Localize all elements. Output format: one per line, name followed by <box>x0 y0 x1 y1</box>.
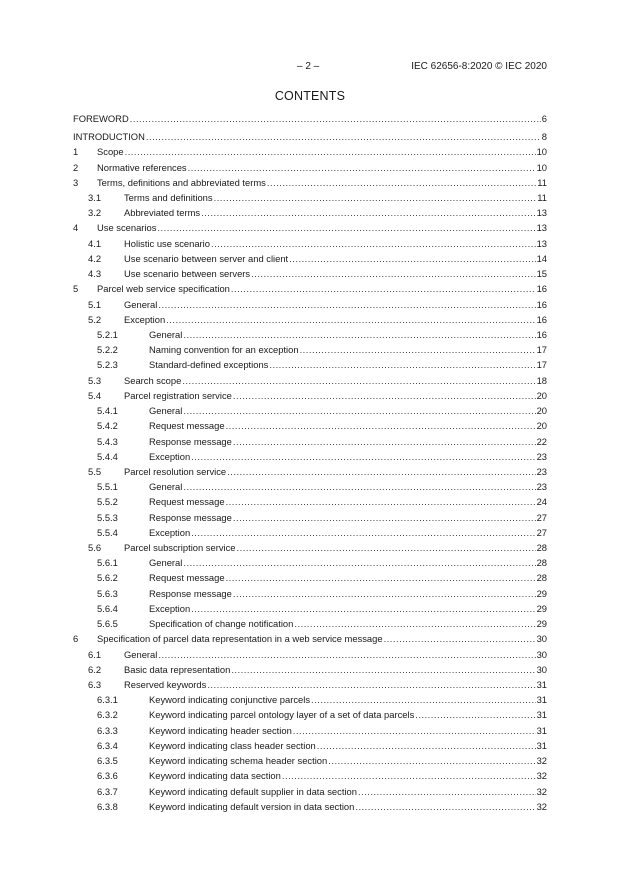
toc-entry-title: Normative references <box>97 161 187 173</box>
toc-entry-title: Search scope <box>124 374 182 386</box>
toc-entry-title: Parcel subscription service <box>124 542 236 554</box>
toc-entry[interactable] <box>73 221 547 236</box>
toc-entry[interactable] <box>73 616 547 631</box>
toc-entry-number: 6.3.6 <box>97 770 118 782</box>
toc-entry[interactable] <box>73 251 547 266</box>
toc-entry-page: 29 <box>536 602 547 614</box>
toc-entry[interactable] <box>73 205 547 220</box>
toc-entry-number: 4.2 <box>88 252 102 264</box>
toc-entry-page: 31 <box>536 724 547 736</box>
toc-dot-leader <box>355 802 535 811</box>
toc-entry-title: Exception <box>149 526 191 538</box>
toc-entry-number: 5.5.1 <box>97 481 118 493</box>
toc-entry[interactable] <box>73 753 547 768</box>
toc-entry[interactable] <box>73 434 547 449</box>
toc-entry-number: 6 <box>73 633 79 645</box>
toc-entry-title: General <box>149 328 183 340</box>
toc-entry-page: 31 <box>536 739 547 751</box>
toc-dot-leader <box>415 710 535 719</box>
toc-entry-page: 15 <box>536 268 547 280</box>
toc-entry-number: 3.2 <box>88 207 102 219</box>
toc-entry-page: 23 <box>536 481 547 493</box>
page-header <box>0 61 620 75</box>
toc-dot-leader <box>251 269 535 278</box>
toc-dot-leader <box>125 147 536 156</box>
toc-dot-leader <box>146 132 541 141</box>
toc-dot-leader <box>166 315 535 324</box>
toc-entry-page: 24 <box>536 496 547 508</box>
toc-entry-title: Standard-defined exceptions <box>149 359 269 371</box>
toc-entry-page: 10 <box>536 146 547 158</box>
toc-entry-number: 1 <box>73 146 79 158</box>
toc-entry-number: 5.6.5 <box>97 618 118 630</box>
toc-entry[interactable] <box>73 418 547 433</box>
toc-entry[interactable] <box>73 144 547 159</box>
toc-entry-number: 6.3.5 <box>97 755 118 767</box>
toc-entry[interactable] <box>73 677 547 692</box>
toc-dot-leader <box>226 421 536 430</box>
toc-entry-page: 17 <box>536 344 547 356</box>
toc-dot-leader <box>384 634 536 643</box>
toc-entry-title: Use scenarios <box>97 222 157 234</box>
toc-entry[interactable] <box>73 388 547 403</box>
toc-entry-title: Exception <box>124 313 166 325</box>
toc-entry-page: 30 <box>536 633 547 645</box>
toc-entry-number: 5.2.2 <box>97 344 118 356</box>
toc-entry-page: 29 <box>536 618 547 630</box>
toc-entry-number: 6.3.8 <box>97 800 118 812</box>
toc-entry-number: 5.3 <box>88 374 102 386</box>
toc-entry-page: 13 <box>536 207 547 219</box>
toc-dot-leader <box>233 437 536 446</box>
toc-entry-page: 23 <box>536 450 547 462</box>
toc-entry[interactable] <box>73 692 547 707</box>
toc-entry-title: INTRODUCTION <box>73 131 145 143</box>
toc-entry[interactable] <box>73 312 547 327</box>
toc-entry-title: Keyword indicating header section <box>149 724 292 736</box>
toc-entry-title: Request message <box>149 496 225 508</box>
toc-entry-number: 5.5 <box>88 465 102 477</box>
toc-entry[interactable] <box>73 373 547 388</box>
toc-entry-page: 14 <box>536 252 547 264</box>
toc-entry-title: Basic data representation <box>124 663 231 675</box>
toc-entry[interactable] <box>73 479 547 494</box>
toc-entry-number: 5.2 <box>88 313 102 325</box>
toc-entry-title: Specification of parcel data representation in a web service message <box>97 633 383 645</box>
toc-entry-number: 5.4.4 <box>97 450 118 462</box>
toc-dot-leader <box>226 573 536 582</box>
toc-entry-number: 5.4.3 <box>97 435 118 447</box>
toc-dot-leader <box>289 254 535 263</box>
toc-entry-number: 5.5.4 <box>97 526 118 538</box>
toc-entry[interactable] <box>73 662 547 677</box>
toc-entry[interactable] <box>73 190 547 205</box>
toc-entry-title: General <box>124 298 158 310</box>
toc-entry[interactable] <box>73 784 547 799</box>
toc-dot-leader <box>233 589 536 598</box>
toc-entry[interactable] <box>73 738 547 753</box>
toc-dot-leader <box>267 178 536 187</box>
toc-entry-title: Exception <box>149 450 191 462</box>
toc-entry-title: Response message <box>149 587 232 599</box>
toc-entry-title: Holistic use scenario <box>124 237 210 249</box>
toc-dot-leader <box>201 208 535 217</box>
toc-entry[interactable] <box>73 111 547 126</box>
toc-entry[interactable] <box>73 601 547 616</box>
toc-entry-number: 4 <box>73 222 79 234</box>
toc-entry-number: 5.4 <box>88 389 102 401</box>
toc-entry-number: 5.5.2 <box>97 496 118 508</box>
toc-entry[interactable] <box>73 129 547 144</box>
toc-dot-leader <box>237 543 536 552</box>
toc-entry-number: 5.6.4 <box>97 602 118 614</box>
toc-entry-number: 6.3.4 <box>97 739 118 751</box>
toc-entry[interactable] <box>73 342 547 357</box>
toc-dot-leader <box>183 406 535 415</box>
toc-entry-title: Parcel registration service <box>124 389 232 401</box>
toc-entry-title: General <box>149 557 183 569</box>
toc-entry-number: 5.2.1 <box>97 328 118 340</box>
toc-entry[interactable] <box>73 281 547 296</box>
toc-entry-page: 16 <box>536 283 547 295</box>
toc-entry-page: 31 <box>536 709 547 721</box>
toc-entry-number: 5.4.1 <box>97 405 118 417</box>
toc-entry-page: 18 <box>536 374 547 386</box>
toc-entry[interactable] <box>73 266 547 281</box>
standard-reference: IEC 62656-8:2020 © IEC 2020 <box>411 61 547 72</box>
toc-entry[interactable] <box>73 510 547 525</box>
toc-entry-page: 28 <box>536 572 547 584</box>
toc-entry[interactable] <box>73 631 547 646</box>
toc-entry-page: 28 <box>536 542 547 554</box>
toc-entry-number: 6.3.7 <box>97 785 118 797</box>
toc-entry-title: Keyword indicating class header section <box>149 739 316 751</box>
toc-entry[interactable] <box>73 540 547 555</box>
toc-entry-page: 20 <box>536 389 547 401</box>
toc-entry-number: 5.5.3 <box>97 511 118 523</box>
toc-entry-page: 16 <box>536 313 547 325</box>
toc-entry[interactable] <box>73 768 547 783</box>
toc-entry[interactable] <box>73 494 547 509</box>
toc-entry-number: 6.3 <box>88 679 102 690</box>
toc-entry-number: 5.6.1 <box>97 557 118 569</box>
table-of-contents <box>73 111 547 814</box>
toc-dot-leader <box>191 528 535 537</box>
toc-entry-title: Naming convention for an exception <box>149 344 299 356</box>
toc-entry-number: 5.1 <box>88 298 102 310</box>
toc-entry-page: 31 <box>536 679 547 690</box>
toc-entry-number: 5.2.3 <box>97 359 118 371</box>
toc-entry-title: Abbreviated terms <box>124 207 201 219</box>
toc-entry[interactable] <box>73 297 547 312</box>
toc-entry-number: 5.6.2 <box>97 572 118 584</box>
toc-entry[interactable] <box>73 586 547 601</box>
toc-entry-number: 5.6 <box>88 542 102 554</box>
toc-entry-title: Keyword indicating schema header section <box>149 755 328 767</box>
toc-entry[interactable] <box>73 525 547 540</box>
toc-entry-page: 30 <box>536 663 547 675</box>
toc-entry[interactable] <box>73 403 547 418</box>
toc-dot-leader <box>211 239 536 248</box>
toc-entry-number: 5.4.2 <box>97 420 118 432</box>
toc-dot-leader <box>182 376 535 385</box>
toc-dot-leader <box>158 300 535 309</box>
toc-dot-leader <box>227 467 535 476</box>
toc-entry-page: 16 <box>536 328 547 340</box>
toc-entry-number: 6.3.2 <box>97 709 118 721</box>
toc-entry[interactable] <box>73 358 547 373</box>
toc-entry[interactable] <box>73 464 547 479</box>
toc-entry-title: Request message <box>149 572 225 584</box>
toc-dot-leader <box>158 650 535 659</box>
toc-entry-page: 23 <box>536 465 547 477</box>
toc-entry-number: 6.1 <box>88 648 102 660</box>
toc-dot-leader <box>317 741 536 750</box>
toc-entry-number: 2 <box>73 161 79 173</box>
toc-entry-number: 3 <box>73 176 79 188</box>
toc-dot-leader <box>233 513 536 522</box>
toc-dot-leader <box>207 680 535 689</box>
toc-dot-leader <box>358 787 536 796</box>
toc-entry-page: 32 <box>536 770 547 782</box>
toc-dot-leader <box>191 452 535 461</box>
toc-entry[interactable] <box>73 571 547 586</box>
toc-entry-title: Exception <box>149 602 191 614</box>
toc-dot-leader <box>233 391 536 400</box>
toc-entry-number: 5.6.3 <box>97 587 118 599</box>
toc-entry[interactable] <box>73 799 547 814</box>
toc-dot-leader <box>191 604 535 613</box>
toc-entry-title: Request message <box>149 420 225 432</box>
toc-dot-leader <box>300 345 536 354</box>
toc-dot-leader <box>328 756 535 765</box>
toc-entry-number: 6.3.1 <box>97 694 118 706</box>
toc-dot-leader <box>188 163 536 172</box>
toc-entry-number: 6.2 <box>88 663 102 675</box>
toc-entry-page: 29 <box>536 587 547 599</box>
toc-entry-page: 13 <box>536 222 547 234</box>
toc-entry-title: General <box>149 481 183 493</box>
toc-dot-leader <box>130 114 541 123</box>
toc-dot-leader <box>183 330 535 339</box>
toc-entry-title: Use scenario between server and client <box>124 252 289 264</box>
toc-dot-leader <box>311 695 536 704</box>
toc-entry-title: Keyword indicating parcel ontology layer of a set of data parcels <box>149 709 415 721</box>
toc-entry-page: 27 <box>536 526 547 538</box>
toc-entry-page: 13 <box>536 237 547 249</box>
toc-dot-leader <box>214 193 537 202</box>
toc-entry-page: 22 <box>536 435 547 447</box>
toc-entry-title: Scope <box>97 146 124 158</box>
toc-entry-page: 20 <box>536 405 547 417</box>
toc-entry-number: 6.3.3 <box>97 724 118 736</box>
toc-entry[interactable] <box>73 708 547 723</box>
toc-entry-title: General <box>124 648 158 660</box>
toc-entry-number: 5 <box>73 283 79 295</box>
toc-entry-title: Use scenario between servers <box>124 268 251 280</box>
toc-entry-page: 11 <box>537 192 547 203</box>
toc-entry[interactable] <box>73 160 547 175</box>
toc-dot-leader <box>231 665 535 674</box>
toc-entry-title: General <box>149 405 183 417</box>
toc-dot-leader <box>157 223 535 232</box>
toc-entry-title: Specification of change notification <box>149 618 294 630</box>
toc-dot-leader <box>294 619 535 628</box>
toc-dot-leader <box>231 284 536 293</box>
toc-entry-page: 6 <box>541 112 547 124</box>
toc-entry-number: 4.3 <box>88 268 102 280</box>
toc-entry-page: 30 <box>536 648 547 660</box>
toc-entry-title: Parcel resolution service <box>124 465 227 477</box>
toc-entry[interactable] <box>73 327 547 342</box>
toc-dot-leader <box>293 726 536 735</box>
toc-entry[interactable] <box>73 723 547 738</box>
toc-entry-page: 11 <box>537 176 547 188</box>
toc-entry[interactable] <box>73 647 547 662</box>
toc-dot-leader <box>269 360 535 369</box>
toc-entry-page: 8 <box>541 131 547 143</box>
toc-entry-page: 28 <box>536 557 547 569</box>
toc-entry-page: 10 <box>536 161 547 173</box>
toc-entry-title: Keyword indicating conjunctive parcels <box>149 694 311 706</box>
toc-entry-number: 3.1 <box>88 192 102 203</box>
toc-entry-title: FOREWORD <box>73 112 129 124</box>
toc-entry[interactable] <box>73 175 547 190</box>
toc-entry-title: Reserved keywords <box>124 679 207 690</box>
toc-entry-page: 32 <box>536 800 547 812</box>
toc-entry[interactable] <box>73 449 547 464</box>
toc-entry-page: 31 <box>536 694 547 706</box>
toc-entry-page: 32 <box>536 755 547 767</box>
toc-entry-page: 32 <box>536 785 547 797</box>
toc-entry-page: 17 <box>536 359 547 371</box>
toc-entry-title: Keyword indicating default version in data section <box>149 800 355 812</box>
page-number: – 2 – <box>297 61 320 72</box>
toc-entry-title: Terms, definitions and abbreviated terms <box>97 176 266 188</box>
toc-dot-leader <box>282 771 536 780</box>
toc-entry-page: 16 <box>536 298 547 310</box>
toc-entry-title: Response message <box>149 435 232 447</box>
toc-dot-leader <box>183 482 535 491</box>
toc-entry-title: Terms and definitions <box>124 192 213 203</box>
toc-entry-page: 20 <box>536 420 547 432</box>
toc-entry-title: Parcel web service specification <box>97 283 230 295</box>
toc-entry-title: Keyword indicating data section <box>149 770 281 782</box>
toc-entry-page: 27 <box>536 511 547 523</box>
toc-entry-title: Keyword indicating default supplier in data section <box>149 785 357 797</box>
toc-entry-title: Response message <box>149 511 232 523</box>
toc-entry-number: 4.1 <box>88 237 102 249</box>
toc-dot-leader <box>226 497 536 506</box>
toc-dot-leader <box>183 558 535 567</box>
toc-entry[interactable] <box>73 555 547 570</box>
page-title: CONTENTS <box>274 89 346 103</box>
toc-entry[interactable] <box>73 236 547 251</box>
